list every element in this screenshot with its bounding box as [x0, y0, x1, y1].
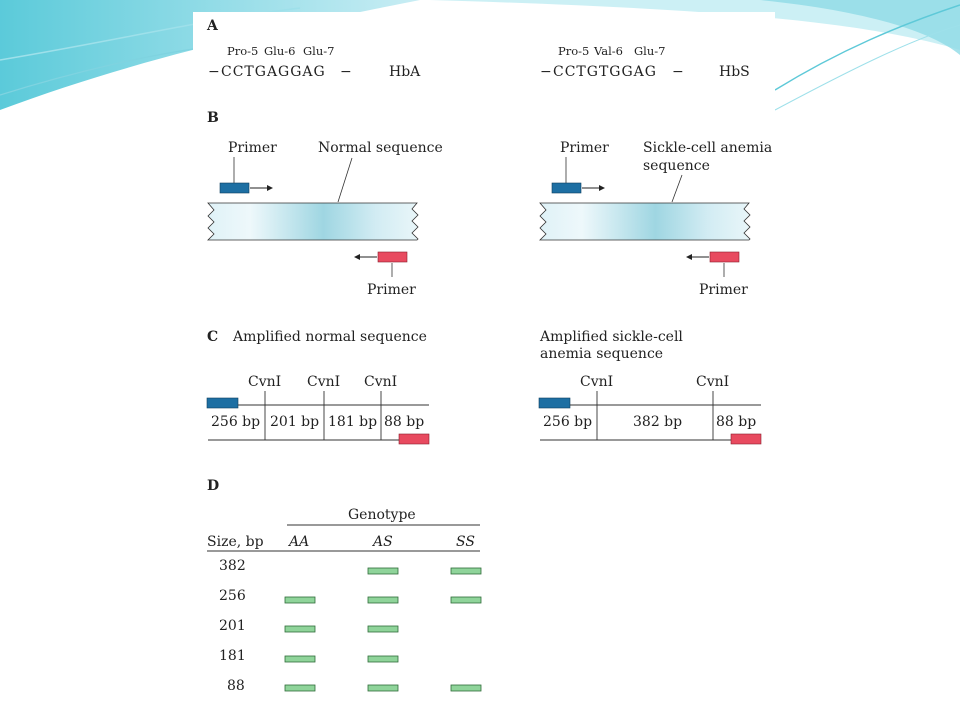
genotype-as-header: AS	[373, 534, 393, 550]
band-size-label: 88	[227, 678, 245, 694]
gel-band-as-88	[368, 685, 398, 691]
sickle-sequence-label: Sickle-cell anemia	[643, 140, 773, 156]
gel-band-aa-256	[285, 597, 315, 603]
reverse-primer-red	[378, 252, 407, 262]
normal-dna-segment	[208, 203, 418, 240]
genotype-ss-header: SS	[456, 534, 475, 550]
gel-band-ss-256	[451, 597, 481, 603]
gel-band-as-201	[368, 626, 398, 632]
fragment-primer-blue	[207, 398, 238, 408]
gel-band-aa-181	[285, 656, 315, 662]
sickle-dna-segment	[540, 203, 750, 240]
band-size-label: 181	[219, 648, 246, 664]
gel-band-aa-201	[285, 626, 315, 632]
gel-band-as-181	[368, 656, 398, 662]
primer-label: Primer	[699, 282, 748, 298]
fragment-size-label: 88 bp	[716, 414, 757, 430]
fragment-size-label: 256 bp	[543, 414, 593, 430]
gel-band-ss-382	[451, 568, 481, 574]
codon-label: Glu-6	[264, 44, 296, 58]
primer-label: Primer	[367, 282, 416, 298]
cvni-site-label: CvnI	[248, 374, 282, 390]
figure-panel	[193, 12, 775, 720]
band-size-label: 256	[219, 588, 246, 604]
codon-label: Pro-5	[558, 44, 590, 58]
forward-primer-blue	[220, 183, 249, 193]
band-size-label: 382	[219, 558, 246, 574]
forward-primer-blue	[552, 183, 581, 193]
cvni-site-label: CvnI	[696, 374, 730, 390]
cvni-site-label: CvnI	[307, 374, 341, 390]
sequence-dash: −	[340, 64, 353, 80]
codon-label: Val-6	[594, 44, 623, 58]
gel-band-as-256	[368, 597, 398, 603]
fragment-size-label: 382 bp	[633, 414, 683, 430]
sickle-sequence-label: sequence	[643, 158, 710, 174]
panel-a-label: A	[207, 18, 218, 34]
sequence-dash: −	[208, 64, 221, 80]
hbs-sequence: CCTGTGGAG	[553, 64, 657, 80]
fragment-size-label: 88 bp	[384, 414, 425, 430]
gel-band-ss-88	[451, 685, 481, 691]
fragment-primer-blue	[539, 398, 570, 408]
gel-band-aa-88	[285, 685, 315, 691]
gel-band-as-382	[368, 568, 398, 574]
genotype-header: Genotype	[348, 507, 416, 523]
fragment-primer-red	[731, 434, 761, 444]
hba-label: HbA	[389, 64, 421, 80]
reverse-primer-red	[710, 252, 739, 262]
primer-label: Primer	[560, 140, 609, 156]
normal-sequence-label: Normal sequence	[318, 140, 443, 156]
codon-label: Glu-7	[634, 44, 666, 58]
fragment-size-label: 201 bp	[270, 414, 320, 430]
amplified-sickle-title: anemia sequence	[540, 346, 664, 362]
fragment-size-label: 256 bp	[211, 414, 261, 430]
primer-label: Primer	[228, 140, 277, 156]
size-column-header: Size, bp	[207, 534, 264, 550]
hbs-label: HbS	[719, 64, 750, 80]
genotype-aa-header: AA	[289, 534, 310, 550]
panel-b-label: B	[207, 110, 219, 126]
amplified-normal-title: Amplified normal sequence	[233, 329, 427, 345]
hba-sequence: CCTGAGGAG	[221, 64, 326, 80]
sequence-dash: −	[672, 64, 685, 80]
band-size-label: 201	[219, 618, 246, 634]
fragment-size-label: 181 bp	[328, 414, 378, 430]
cvni-site-label: CvnI	[580, 374, 614, 390]
codon-label: Glu-7	[303, 44, 335, 58]
amplified-sickle-title: Amplified sickle-cell	[540, 329, 683, 345]
fragment-primer-red	[399, 434, 429, 444]
codon-label: Pro-5	[227, 44, 259, 58]
panel-c-label: C	[207, 329, 219, 345]
sequence-dash: −	[540, 64, 553, 80]
panel-d-label: D	[207, 478, 220, 494]
cvni-site-label: CvnI	[364, 374, 398, 390]
